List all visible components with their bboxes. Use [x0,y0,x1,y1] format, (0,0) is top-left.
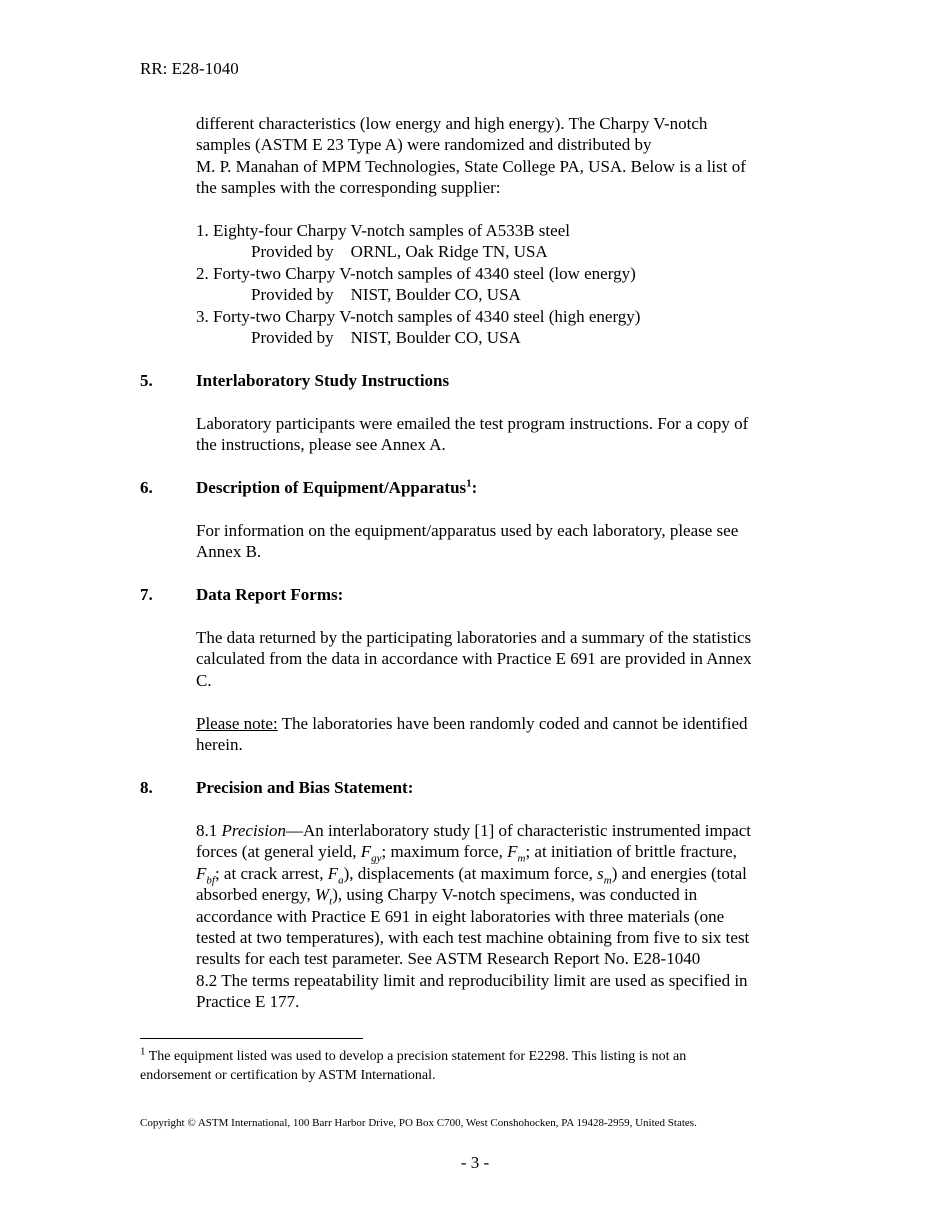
symbol: s [597,863,604,883]
sample-title: 3. Forty-two Charpy V-notch samples of 4340 steel (high energy) [196,306,641,326]
section-5-number: 5. [140,371,153,390]
precision-line: accordance with Practice E 691 in eight laboratories with three materials (one [196,906,725,926]
report-header: RR: E28-1040 [140,59,239,78]
section-6-colon: : [471,478,478,497]
footnote-text: The equipment listed was used to develop a precision statement for E2298. This listing is not an [145,1049,687,1064]
symbol: F [507,842,518,862]
intro-line: the samples with the corresponding supplier: [196,178,501,198]
precision-line [196,884,836,908]
intro-line: samples (ASTM E 23 Type A) were randomized and distributed by [196,135,652,155]
section-6-heading [196,477,477,498]
section-6-number: 6. [140,478,153,497]
footnote [140,1047,840,1085]
footnote-separator [140,1038,363,1039]
section-6-line: Annex B. [196,542,262,562]
supplier-name: ORNL, Oak Ridge TN, USA [350,242,548,262]
subscript: m [517,852,526,865]
precision-line: tested at two temperatures), with each test machine obtaining from five to six test [196,928,750,948]
sample-supplier-line [196,284,836,305]
subscript: a [338,874,344,887]
text-run: ; maximum force, [381,842,508,862]
section-7-number: 7. [140,585,153,604]
copyright-notice: Copyright © ASTM International, 100 Barr Harbor Drive, PO Box C700, West Conshohocken, PA 19428-2959, United States. [140,1117,697,1129]
symbol: F [327,863,339,883]
text-run: ) and energies (total [611,863,747,883]
footnote-reference: 1 [466,477,472,490]
note-text: The laboratories have been randomly coded and cannot be identified [277,714,748,733]
provided-by-label: Provided by [251,328,334,348]
sample-supplier-line [196,327,836,348]
section-5-heading: Interlaboratory Study Instructions [196,371,450,390]
text-run: ; at initiation of brittle fracture, [525,842,737,862]
text-run: ), displacements (at maximum force, [343,863,598,883]
section-5-line: Laboratory participants were emailed the test program instructions. For a copy of [196,414,749,433]
clause-number: 8.1 [196,821,222,840]
section-6-body [196,520,836,563]
provided-by-label: Provided by [251,285,334,305]
section-7-heading: Data Report Forms: [196,585,344,604]
intro-line: different characteristics (low energy and high energy). The Charpy V-notch [196,114,708,133]
text-run: forces (at general yield, [196,842,361,862]
symbol: W [314,885,330,905]
note-label: Please note: [196,714,278,733]
text-run: ; at crack arrest, [214,863,328,883]
section-6-title: Description of Equipment/Apparatus [196,478,467,497]
section-7-line: The data returned by the participating laboratories and a summary of the statistics [196,628,752,647]
precision-line: 8.2 The terms repeatability limit and reproducibility limit are used as specified in [196,970,748,990]
section-7-line: C. [196,670,212,690]
precision-line: Practice E 177. [196,992,300,1012]
footnote-line [140,1047,840,1066]
text-run: ), using Charpy V-notch specimens, was conducted in [332,885,698,905]
precision-text: —An interlaboratory study [1] of characteristic instrumented impact [286,821,752,840]
text-run: absorbed energy, [196,885,315,905]
note-line [196,713,836,734]
footnote-mark: 1 [140,1045,146,1058]
precision-line [196,820,836,841]
symbol: F [196,863,207,883]
footnote-line: endorsement or certification by ASTM International. [140,1068,436,1083]
supplier-name: NIST, Boulder CO, USA [350,285,521,305]
note-line: herein. [196,735,243,755]
section-8-heading: Precision and Bias Statement: [196,778,414,797]
precision-line [196,863,836,887]
intro-paragraph [196,113,836,199]
sample-supplier-line [196,241,836,262]
precision-line: results for each test parameter. See ASTM Research Report No. E28-1040 [196,949,701,969]
sample-title: 1. Eighty-four Charpy V-notch samples of A533B steel [196,221,570,240]
provided-by-label: Provided by [251,242,334,262]
section-8-number: 8. [140,778,153,797]
section-7-note [196,713,836,756]
precision-line [196,841,836,865]
subscript: bf [206,874,215,887]
intro-line: M. P. Manahan of MPM Technologies, State College PA, USA. Below is a list of [196,156,746,176]
symbol: F [360,842,372,862]
precision-term: Precision [221,821,287,840]
supplier-name: NIST, Boulder CO, USA [350,328,521,348]
subscript: m [603,874,612,887]
page-number: - 3 - [460,1153,490,1172]
samples-list [196,220,836,348]
section-6-line: For information on the equipment/apparatus used by each laboratory, please see [196,521,739,540]
section-8-body [196,820,836,1013]
section-7-line: calculated from the data in accordance with Practice E 691 are provided in Annex [196,649,752,669]
subscript: gy [371,852,382,865]
section-7-body [196,627,836,691]
subscript: t [329,895,333,908]
sample-title: 2. Forty-two Charpy V-notch samples of 4340 steel (low energy) [196,263,636,283]
section-5-body [196,413,836,456]
section-5-line: the instructions, please see Annex A. [196,435,446,455]
